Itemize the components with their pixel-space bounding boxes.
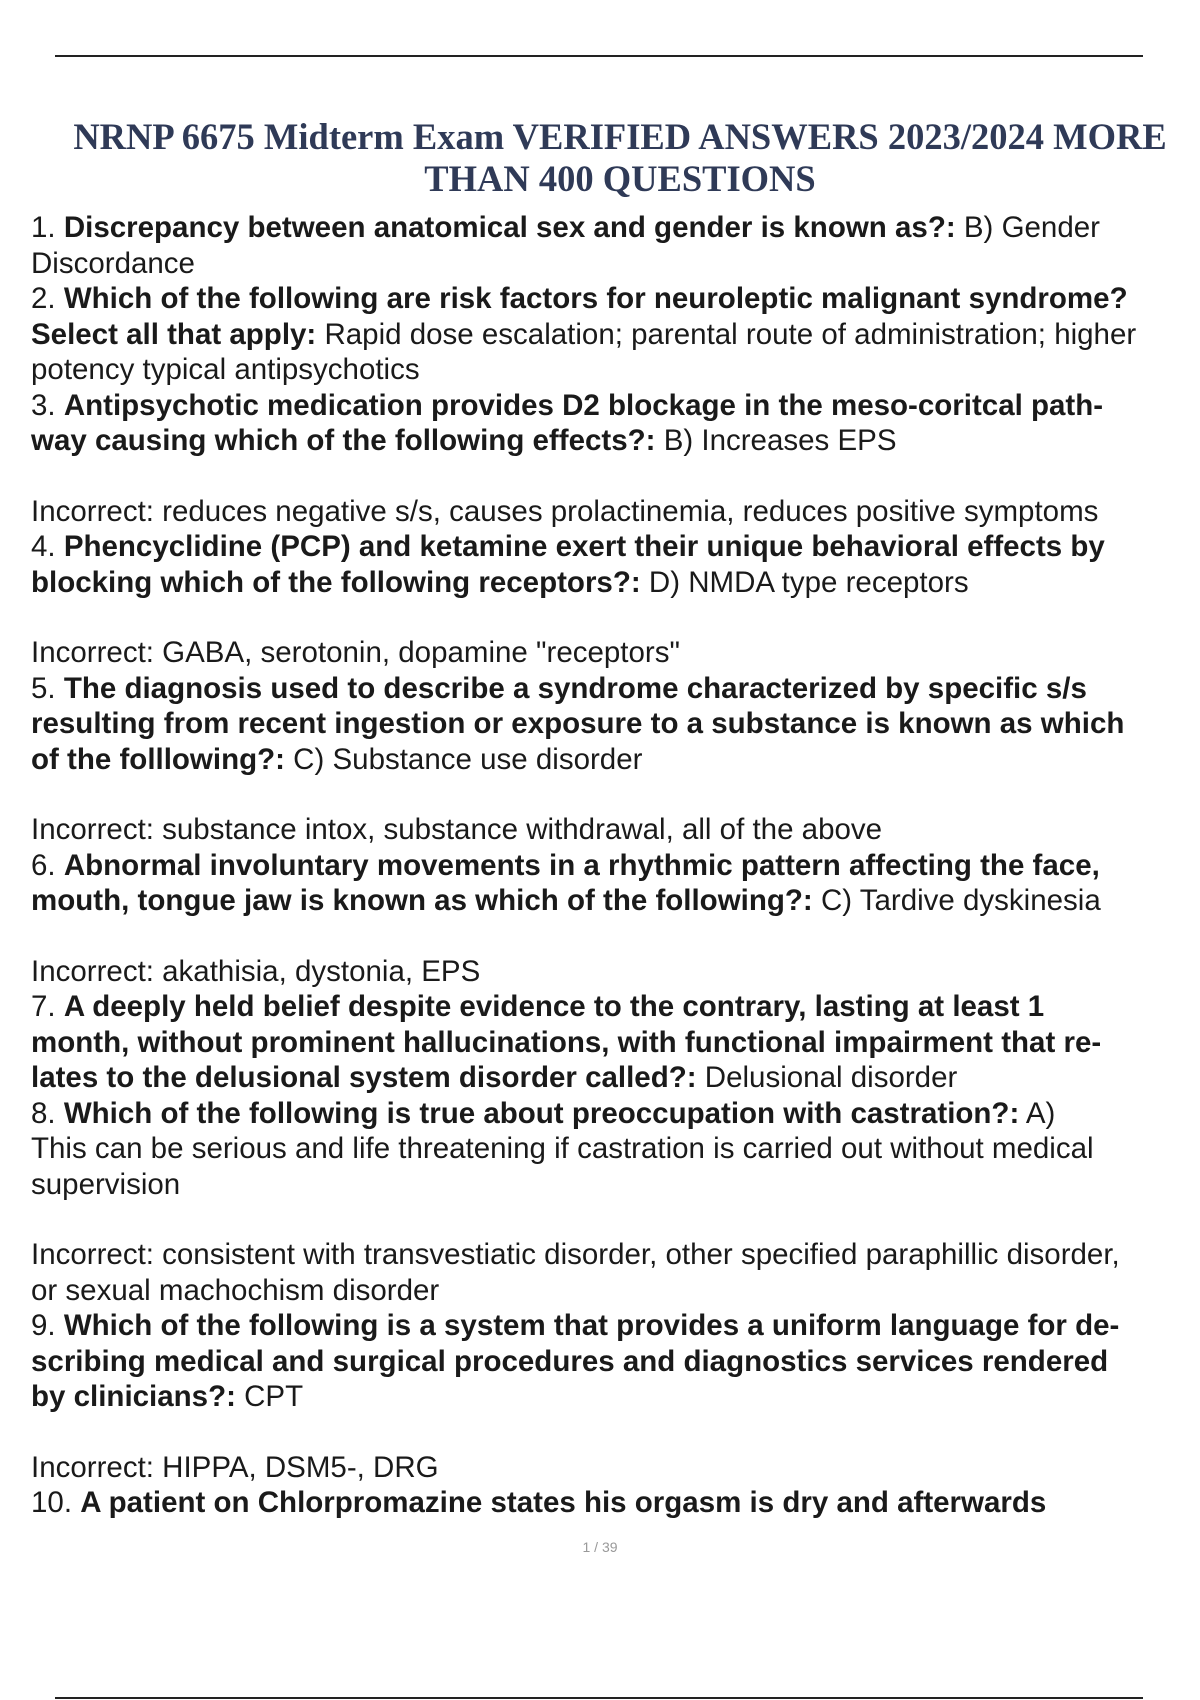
incorrect-options: or sexual machochism disorder (31, 1273, 440, 1307)
question-number: 9. (31, 1309, 56, 1342)
question-text: Which of the following is true about preoccupation with castration?: (63, 1096, 1020, 1130)
question-line (31, 742, 1200, 778)
question-text: Which of the following are risk factors for neuroleptic malignant syndrome? (63, 282, 1128, 315)
question-text: Phencyclidine (PCP) and ketamine exert their unique behavioral effects by (63, 530, 1105, 563)
question-text: The diagnosis used to describe a syndrome characterized by specific s/s (63, 671, 1087, 705)
question-item (31, 989, 1200, 1096)
incorrect-options: Incorrect: substance intox, substance withdrawal, all of the above (31, 813, 883, 846)
answer-text: A) (1025, 1096, 1056, 1130)
question-text: Antipsychotic medication provides D2 blockage in the meso-coritcal path- (63, 388, 1104, 422)
question-line (31, 1025, 1200, 1061)
answer-text: supervision (31, 1167, 181, 1201)
question-text: mouth, tongue jaw is known as which of the following?: (31, 884, 813, 917)
question-line (31, 1379, 1200, 1415)
question-text: by clinicians?: (31, 1380, 236, 1413)
question-text: Abnormal involuntary movements in a rhythmic pattern affecting the face, (63, 848, 1100, 882)
spacer (31, 919, 1200, 954)
incorrect-options: Incorrect: reduces negative s/s, causes prolactinemia, reduces positive symptoms (31, 494, 1099, 528)
question-number: 1. (31, 211, 56, 244)
spacer (31, 777, 1200, 812)
question-line (31, 1344, 1200, 1380)
question-line (31, 565, 1200, 601)
question-line (31, 989, 1200, 1025)
spacer (31, 600, 1200, 635)
answer-text: Discordance (31, 246, 195, 280)
document-title (40, 116, 1200, 200)
spacer (31, 459, 1200, 494)
answer-text: Rapid dose escalation; parental route of administration; higher (324, 317, 1137, 351)
answer-text: D) NMDA type receptors (648, 565, 969, 599)
question-line (31, 246, 1200, 282)
spacer (31, 1202, 1200, 1237)
answer-text: Delusional disorder (704, 1061, 958, 1094)
question-text: month, without prominent hallucinations, with functional impairment that re- (31, 1025, 1102, 1059)
question-line (31, 210, 1200, 246)
question-item (31, 1485, 1200, 1521)
question-item (31, 529, 1200, 671)
incorrect-options: Incorrect: consistent with transvestiatic disorder, other specified paraphillic disorder, (31, 1238, 1120, 1271)
question-item (31, 281, 1200, 388)
question-line (31, 1131, 1200, 1167)
question-text: blocking which of the following receptors?: (31, 565, 641, 599)
page-number: 1 / 39 (582, 1539, 618, 1555)
question-number: 5. (31, 671, 56, 705)
question-text: A patient on Chlorpromazine states his orgasm is dry and afterwards (80, 1486, 1047, 1519)
question-text: of the folllowing?: (31, 742, 285, 776)
question-line (31, 848, 1200, 884)
question-item (31, 1308, 1200, 1485)
question-line (31, 883, 1200, 919)
question-line (31, 281, 1200, 317)
question-text: scribing medical and surgical procedures and diagnostics services rendered (31, 1344, 1109, 1378)
question-text: way causing which of the following effects?: (31, 424, 656, 457)
answer-text: potency typical antipsychotics (31, 353, 420, 386)
question-text: Discrepancy between anatomical sex and gender is known as?: (63, 211, 956, 244)
top-divider (55, 55, 1143, 57)
question-text: A deeply held belief despite evidence to the contrary, lasting at least 1 (63, 990, 1045, 1023)
question-item (31, 671, 1200, 848)
question-line (31, 1308, 1200, 1344)
answer-text: B) Increases EPS (663, 424, 897, 457)
question-line (31, 352, 1200, 388)
question-text: Select all that apply: (31, 317, 317, 351)
question-line (31, 529, 1200, 565)
title-line-1: NRNP 6675 Midterm Exam VERIFIED ANSWERS 2023/2024 MORE (73, 116, 1167, 157)
question-line (31, 388, 1200, 424)
incorrect-options: Incorrect: GABA, serotonin, dopamine "receptors" (31, 636, 680, 669)
question-number: 7. (31, 990, 56, 1023)
question-text: resulting from recent ingestion or exposure to a substance is known as which (31, 707, 1125, 740)
question-number: 4. (31, 530, 56, 563)
question-line (31, 1485, 1200, 1521)
question-number: 10. (31, 1486, 73, 1519)
question-line (31, 671, 1200, 707)
question-line (31, 1167, 1200, 1203)
question-line (31, 706, 1200, 742)
question-item (31, 848, 1200, 990)
answer-text: C) Substance use disorder (293, 742, 643, 776)
bottom-divider (55, 1697, 1143, 1699)
question-line (31, 317, 1200, 353)
question-number: 3. (31, 388, 56, 422)
question-number: 6. (31, 848, 56, 882)
question-line (31, 423, 1200, 459)
question-line (31, 1096, 1200, 1132)
title-line-2: THAN 400 QUESTIONS (424, 158, 816, 199)
question-item (31, 210, 1200, 281)
spacer (31, 1415, 1200, 1450)
question-number: 8. (31, 1096, 56, 1130)
answer-text: CPT (244, 1380, 304, 1413)
question-item (31, 1096, 1200, 1309)
answer-text: C) Tardive dyskinesia (820, 884, 1101, 917)
question-line (31, 1060, 1200, 1096)
question-item (31, 388, 1200, 530)
question-text: Which of the following is a system that provides a uniform language for de- (63, 1309, 1120, 1342)
incorrect-options: Incorrect: akathisia, dystonia, EPS (31, 954, 481, 988)
question-list (31, 210, 1200, 1521)
answer-text: This can be serious and life threatening if castration is carried out without medical (31, 1132, 1094, 1165)
question-number: 2. (31, 282, 56, 315)
question-text: lates to the delusional system disorder called?: (31, 1061, 697, 1094)
answer-text: B) Gender (963, 211, 1100, 244)
incorrect-options: Incorrect: HIPPA, DSM5-, DRG (31, 1450, 439, 1484)
